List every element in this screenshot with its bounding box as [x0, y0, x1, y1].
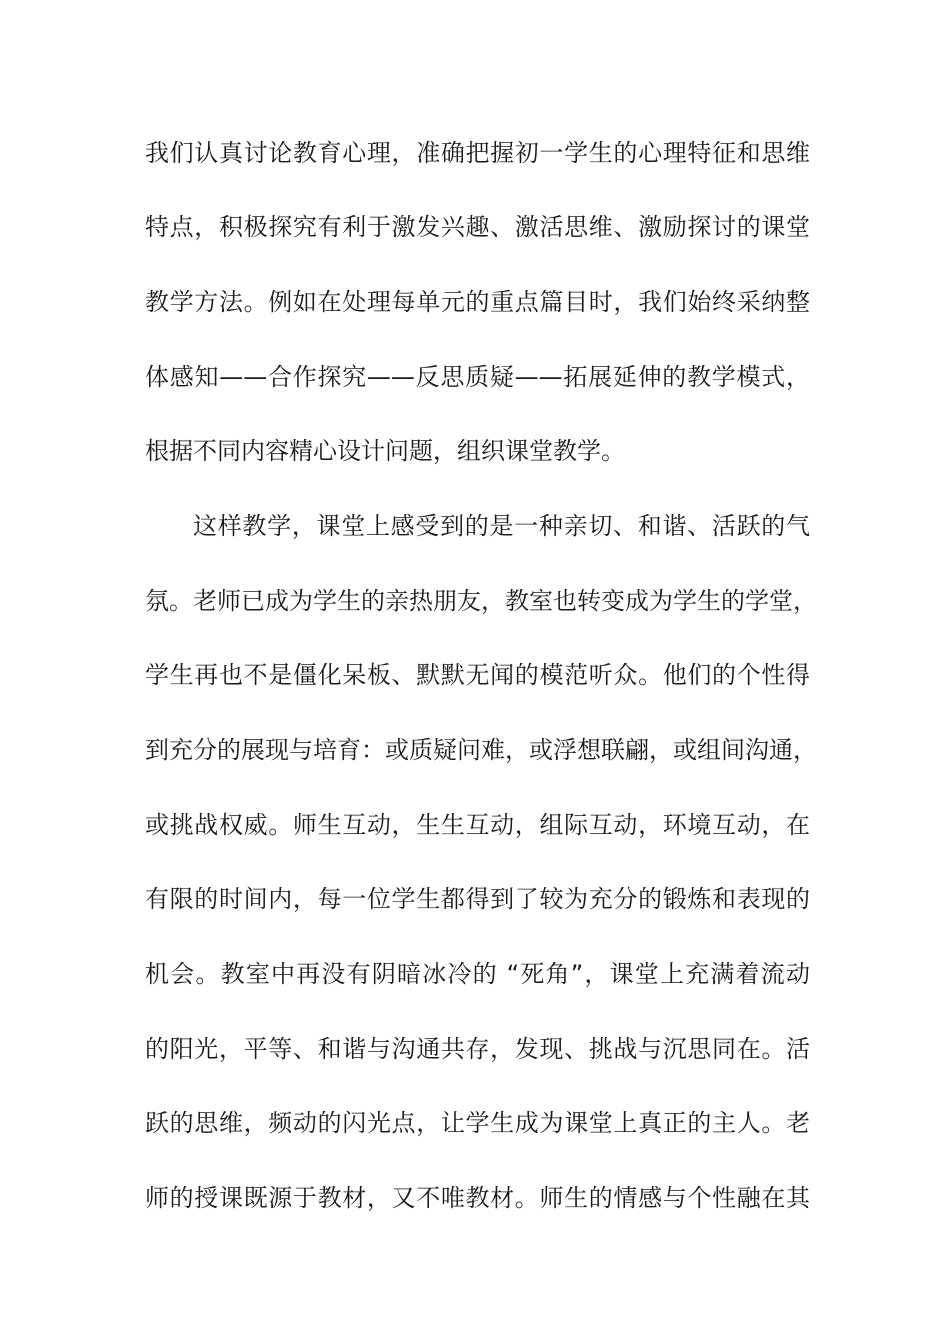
- text-line-14: 跃的思维，频动的闪光点，让学生成为课堂上真正的主人。老: [145, 1109, 810, 1137]
- text-line-11: 有限的时间内，每一位学生都得到了较为充分的锻炼和表现的: [145, 885, 810, 913]
- text-line-2: 特点，积极探究有利于激发兴趣、激活思维、激励探讨的课堂: [145, 213, 810, 241]
- text-line-13: 的阳光，平等、和谐与沟通共存，发现、挑战与沉思同在。活: [145, 1035, 810, 1063]
- text-line-12: 机会。教室中再没有阴暗冰冷的 “死角”，课堂上充满着流动: [145, 960, 810, 988]
- text-line-4: 体感知——合作探究——反思质疑——拓展延伸的教学模式，: [145, 363, 810, 391]
- text-line-1: 我们认真讨论教育心理，准确把握初一学生的心理特征和思维: [145, 139, 810, 167]
- text-line-7: 氛。老师已成为学生的亲热朋友，教室也转变成为学生的学堂，: [145, 587, 817, 615]
- text-line-3: 教学方法。例如在处理每单元的重点篇目时，我们始终采纳整: [145, 288, 810, 316]
- text-line-6: 这样教学，课堂上感受到的是一种亲切、和谐、活跃的气: [193, 512, 810, 540]
- text-line-9: 到充分的展现与培育：或质疑问难，或浮想联翩，或组间沟通，: [145, 736, 817, 764]
- text-line-15: 师的授课既源于教材，又不唯教材。师生的情感与个性融在其: [145, 1184, 810, 1212]
- text-line-5: 根据不同内容精心设计问题，组织课堂教学。: [145, 437, 625, 465]
- text-line-8: 学生再也不是僵化呆板、默默无闻的模范听众。他们的个性得: [145, 661, 810, 689]
- text-line-10: 或挑战权威。师生互动，生生互动，组际互动，环境互动，在: [145, 811, 810, 839]
